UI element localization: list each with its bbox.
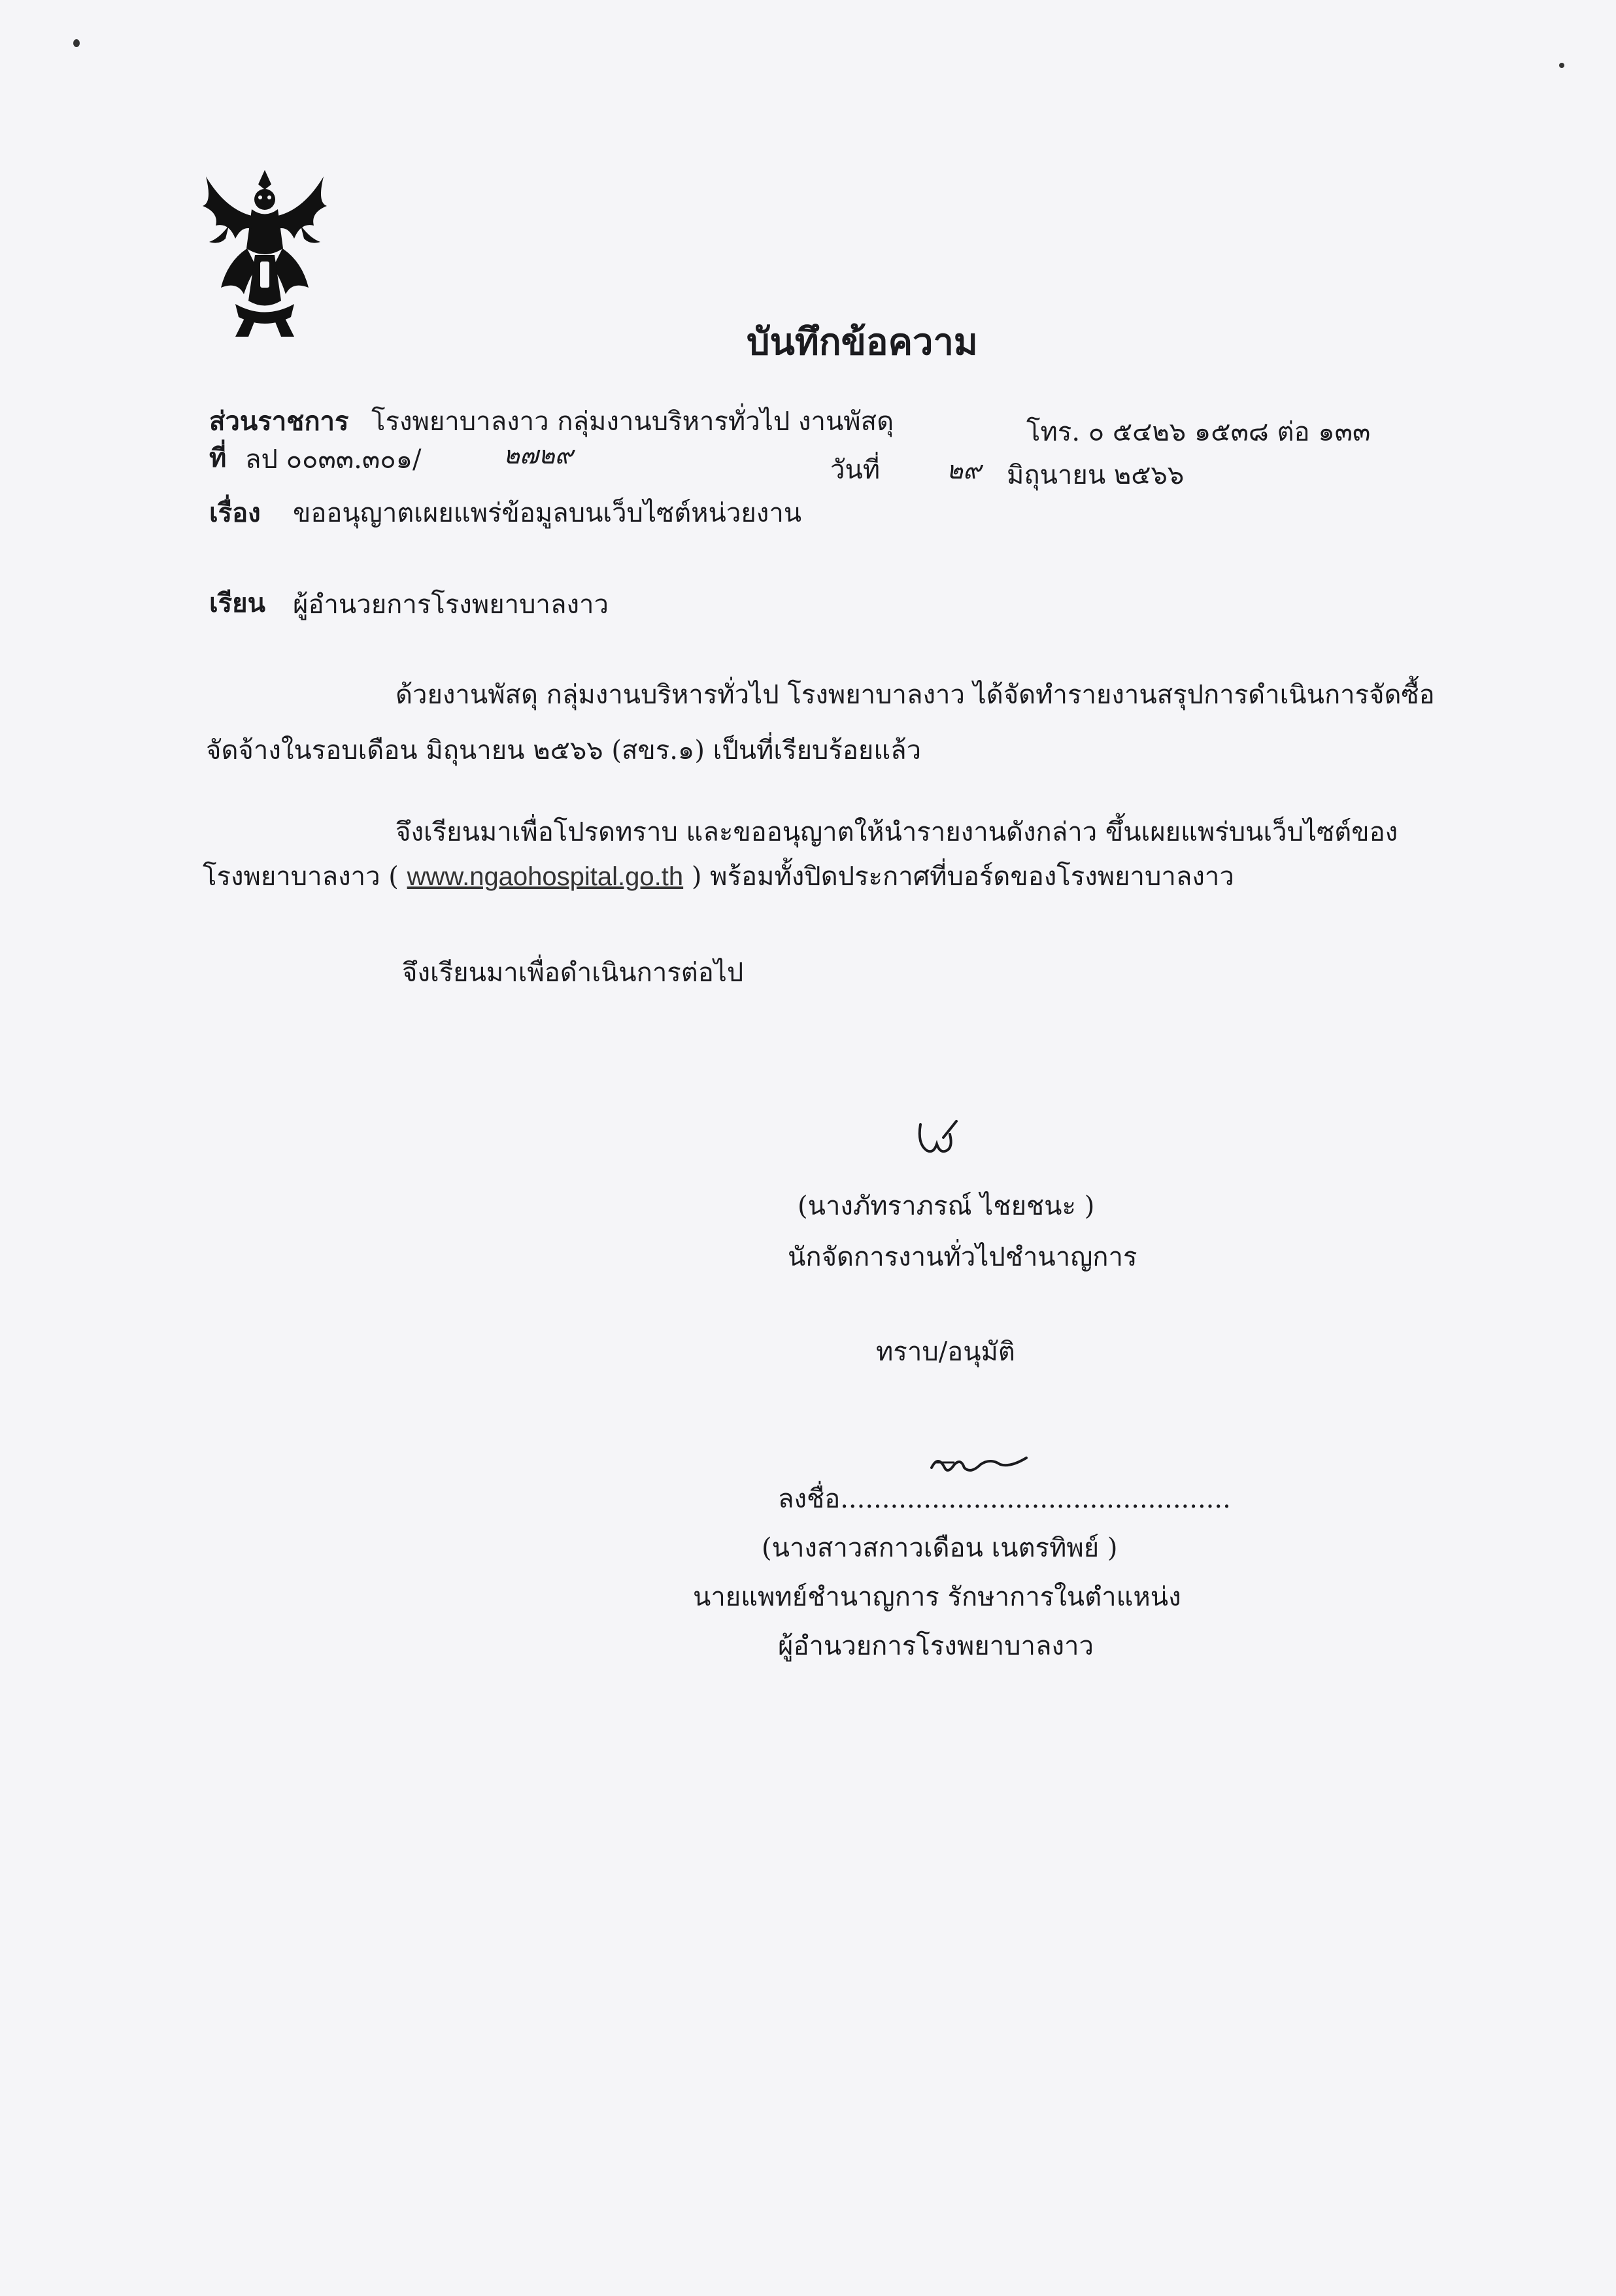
sign-dots: ...............................................: [840, 1484, 1231, 1514]
garuda-emblem-icon: [190, 163, 340, 340]
signer-1-position: นักจัดการงานทั่วไปชำนาญการ: [788, 1242, 1137, 1272]
agency-value: โรงพยาบาลงาว กลุ่มงานบริหารทั่วไป งานพัสดุ: [371, 407, 894, 437]
paragraph-2-post: ) พร้อมทั้งปิดประกาศที่บอร์ดของโรงพยาบาลงาว: [691, 862, 1234, 892]
phone-value: โทร. ๐ ๕๔๒๖ ๑๕๓๘ ต่อ ๑๓๓: [1026, 417, 1371, 447]
paragraph-1-line-1: ด้วยงานพัสดุ กลุ่มงานบริหารทั่วไป โรงพยาบาลงาว ได้จัดทำรายงานสรุปการดำเนินการจัดซื้อ: [396, 680, 1435, 710]
date-rest: มิถุนายน ๒๕๖๖: [1007, 460, 1185, 490]
paragraph-2-pre: โรงพยาบาลงาว (: [203, 862, 399, 892]
subject-label: เรื่อง: [209, 498, 261, 528]
sign-label: ลงชื่อ: [778, 1484, 841, 1514]
to-value: ผู้อำนวยการโรงพยาบาลงาว: [293, 590, 609, 620]
date-label: วันที่: [830, 455, 881, 485]
signer-2-position-2: ผู้อำนวยการโรงพยาบาลงาว: [778, 1631, 1094, 1661]
scan-speck: [73, 39, 80, 47]
to-label: เรียน: [209, 588, 265, 618]
signer-1-name: (นางภัทราภรณ์ ไชยชนะ ): [798, 1191, 1095, 1221]
signer-2-position-1: นายแพทย์ชำนาญการ รักษาการในตำแหน่ง: [693, 1582, 1181, 1612]
subject-value: ขออนุญาตเผยแพร่ข้อมูลบนเว็บไซต์หน่วยงาน: [293, 498, 802, 528]
date-day: ๒๙: [947, 456, 981, 484]
paragraph-1-line-2: จัดจ้างในรอบเดือน มิถุนายน ๒๕๖๖ (สขร.๑) เป็นที่เรียบร้อยแล้ว: [206, 735, 922, 766]
ref-handwritten-number: ๒๗๒๙: [503, 441, 573, 469]
signer-2-name: (นางสาวสกาวเดือน เนตรทิพย์ ): [762, 1533, 1118, 1563]
agency-label: ส่วนราชการ: [209, 406, 349, 437]
approval-text: ทราบ/อนุมัติ: [876, 1337, 1015, 1367]
signature-1: [907, 1118, 966, 1170]
paragraph-3: จึงเรียนมาเพื่อดำเนินการต่อไป: [402, 958, 744, 988]
memo-title: บันทึกข้อความ: [747, 320, 978, 363]
ref-label: ที่: [209, 443, 227, 473]
paragraph-2-line-2: [203, 855, 1234, 897]
sign-line: [778, 1477, 1231, 1519]
paragraph-2-line-1: จึงเรียนมาเพื่อโปรดทราบ และขออนุญาตให้นำรายงานดังกล่าว ขึ้นเผยแพร่บนเว็บไซต์ของ: [396, 817, 1398, 847]
website-link[interactable]: www.ngaohospital.go.th: [407, 862, 684, 891]
ref-value: ลป ๐๐๓๓.๓๐๑/: [245, 445, 422, 475]
scan-speck: [1559, 63, 1564, 68]
